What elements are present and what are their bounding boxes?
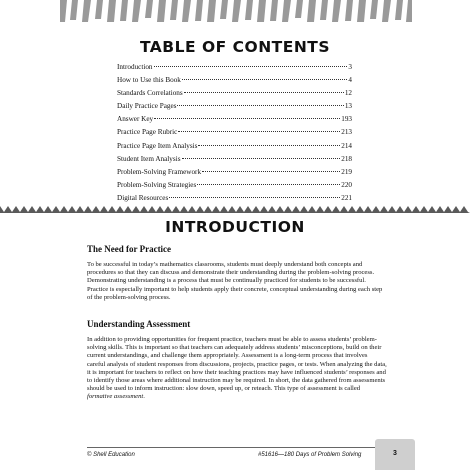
- toc-entry-page: 214: [341, 141, 352, 150]
- toc-entry-page: 3: [348, 63, 352, 71]
- toc-leader-dots: [154, 66, 348, 67]
- assessment-text: In addition to providing opportunities for frequent practice, teachers must be able to assess students’ problem-solving skills. This is important so that teachers can adequately address students’ misconceptions, build on their current understandings, and challenge them appropriately. Assessment is a long-term process that involves careful analysis of student responses from discussions, projects, practice pages, or tests. When analyzing the data, it is important for teachers to reflect on how their teaching practices may have influenced students’ responses and to identify those areas where additional instruction may be required. In short, the data gathered from assessments should be used to inform instruction: slow down, speed up, or reteach. This type of assessment is called: [87, 336, 387, 393]
- page-footer: [0, 447, 470, 470]
- toc-entry-page: 193: [341, 115, 352, 124]
- publisher-credit: © Shell Education: [87, 452, 135, 458]
- toc-entry-page: 4: [348, 76, 352, 85]
- toc-entry: [117, 100, 352, 113]
- toc-entry-label: How to Use this Book: [117, 76, 181, 85]
- toc-entry-label: Student Item Analysis: [117, 154, 181, 163]
- toc-list: [117, 61, 352, 205]
- need-for-practice-paragraph: To be successful in today’s mathematics classrooms, students must deeply understand both concepts and procedures so that they can discuss and demonstrate their understanding during the problem-solving process. Demonstrating understanding is a process that must be continually practiced for students to be successful. Practice is especially important to help students apply their concrete, conceptual understanding during each step of the problem-solving process.: [87, 261, 383, 301]
- toc-entry-page: 12: [344, 89, 352, 98]
- toc-entry-page: 220: [341, 180, 352, 189]
- page-number-tab: [375, 439, 415, 470]
- toc-leader-dots: [169, 197, 340, 198]
- toc-entry: [117, 166, 352, 179]
- toc-entry-label: Answer Key: [117, 115, 154, 124]
- toc-entry-page: 219: [341, 167, 352, 176]
- intro-title: INTRODUCTION: [165, 218, 305, 236]
- toc-title: TABLE OF CONTENTS: [139, 38, 331, 56]
- formative-assessment-term: formative assessment: [87, 393, 144, 401]
- toc-leader-dots: [184, 92, 344, 93]
- page-number: 3: [393, 450, 397, 457]
- toc-leader-dots: [182, 79, 348, 80]
- toc-entry: [117, 87, 352, 100]
- toc-entry-label: Practice Page Item Analysis: [117, 141, 198, 150]
- toc-entry-page: 221: [341, 193, 352, 202]
- toc-leader-dots: [178, 131, 340, 132]
- toc-entry: [117, 179, 352, 192]
- toc-entry: [117, 140, 352, 153]
- toc-entry-page: 13: [344, 102, 352, 111]
- toc-leader-dots: [198, 145, 340, 146]
- understanding-assessment-paragraph: In addition to providing opportunities for frequent practice, teachers must be able to assess students’ problem-solving skills. This is important so that teachers can adequately address students’ misconceptions, build on their current understandings, and challenge them appropriately. Assessment is a long-term process that involves careful analysis of student responses from discussions, projects, practice pages, or tests. When analyzing the data, it is important for teachers to reflect on how their teaching practices may have influenced students’ responses and to identify those areas where additional instruction may be required. In short, the data gathered from assessments should be used to inform instruction: slow down, speed up, or reteach. This type of assessment is called formative assessment.: [87, 336, 387, 401]
- toc-leader-dots: [154, 118, 340, 119]
- book-title-footer: #51616—180 Days of Problem Solving: [258, 452, 362, 458]
- toc-entry: [117, 192, 352, 205]
- footer-rule: [87, 447, 387, 448]
- toc-entry-label: Practice Page Rubric: [117, 128, 178, 137]
- toc-leader-dots: [177, 105, 343, 106]
- toc-leader-dots: [197, 184, 340, 185]
- toc-entry-label: Standards Correlations: [117, 89, 183, 98]
- toc-leader-dots: [202, 171, 340, 172]
- toc-entry-label: Problem-Solving Framework: [117, 167, 202, 176]
- toc-entry-page: 218: [341, 154, 352, 163]
- torn-edge-divider: [0, 205, 470, 213]
- toc-entry-label: Problem-Solving Strategies: [117, 180, 197, 189]
- toc-entry-label: Daily Practice Pages: [117, 102, 177, 111]
- understanding-assessment-heading: Understanding Assessment: [87, 319, 191, 329]
- toc-entry: [117, 74, 352, 87]
- toc-entry: [117, 61, 352, 74]
- toc-entry: [117, 113, 352, 126]
- toc-leader-dots: [182, 158, 341, 159]
- toc-entry-label: Digital Resources: [117, 193, 169, 202]
- decorative-stripe-banner: [60, 0, 412, 22]
- toc-entry: [117, 126, 352, 139]
- toc-entry: [117, 153, 352, 166]
- toc-entry-label: Introduction: [117, 63, 153, 71]
- need-for-practice-heading: The Need for Practice: [87, 244, 172, 254]
- toc-entry-page: 213: [341, 128, 352, 137]
